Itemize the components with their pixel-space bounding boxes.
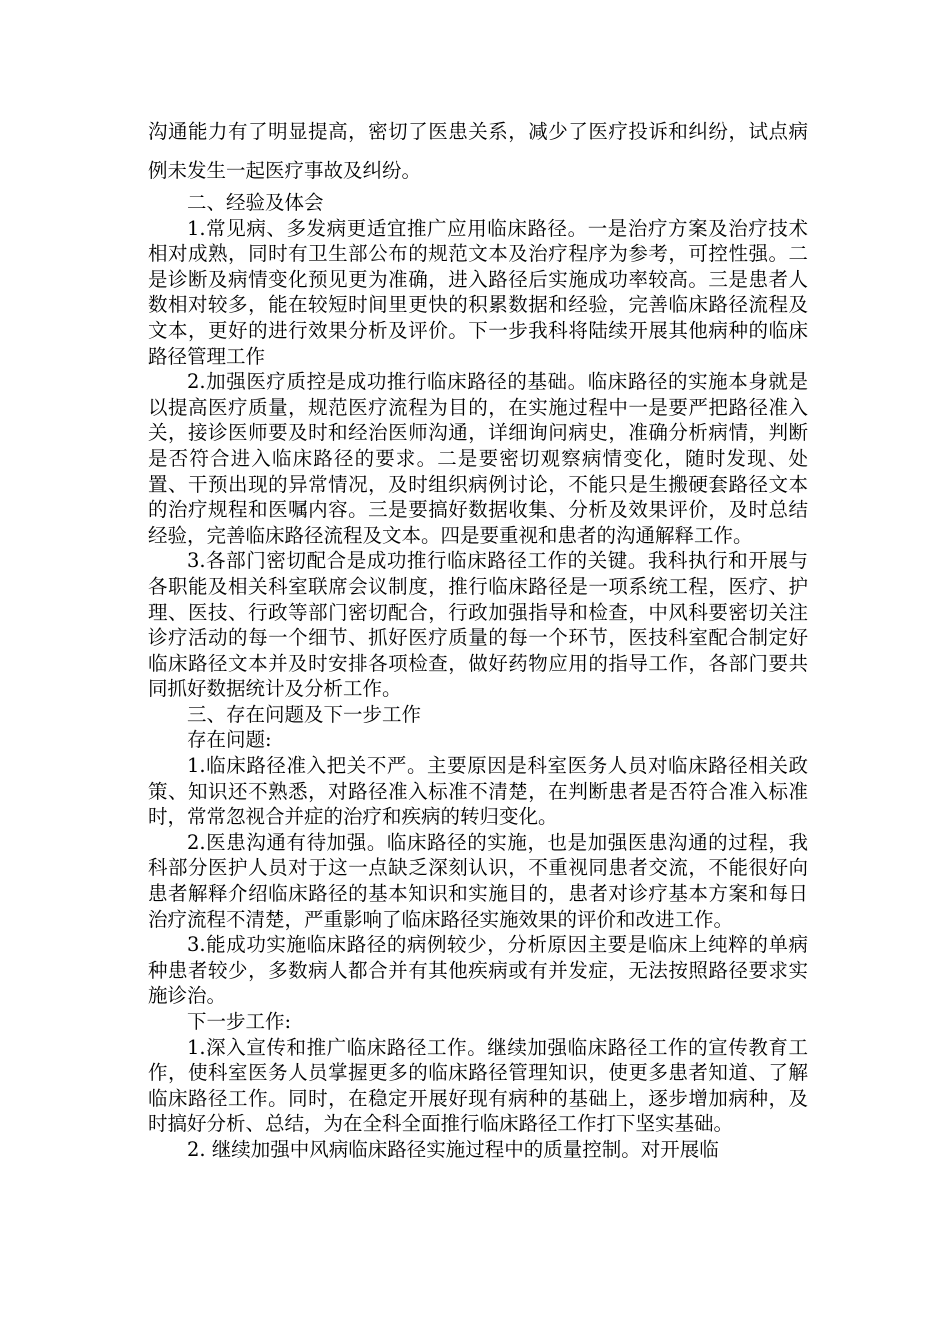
paragraph-next-step-1: 1.深入宣传和推广临床路径工作。继续加强临床路径工作的宣传教育工作，使科室医务人员掌握更多的临床路径管理知识，使更多患者知道、了解临床路径工作。同时，在稳定开展好现有病种的基础上，逐步增加病种，及时搞好分析、总结，为在全科全面推行临床路径工作打下坚实基础。 xyxy=(148,1035,808,1136)
paragraph-next-step-2: 2. 继续加强中风病临床路径实施过程中的质量控制。对开展临 xyxy=(187,1137,719,1161)
paragraph-experience-2: 2.加强医疗质控是成功推行临床路径的基础。临床路径的实施本身就是以提高医疗质量，规范医疗流程为目的，在实施过程中一是要严把路径准入关，接诊医师要及时和经治医师沟通，详细询问病史，准确分析病情，判断是否符合进入临床路径的要求。二是要密切观察病情变化，随时发现、处置、干预出现的异常情况，及时组织病例讨论，不能只是生搬硬套路径文本的治疗规程和医嘱内容。三是要搞好数据收集、分析及效果评价，及时总结经验，完善临床路径流程及文本。四是要重视和患者的沟通解释工作。 xyxy=(148,370,808,547)
section-heading-problems: 三、存在问题及下一步工作 xyxy=(187,702,422,726)
document-body xyxy=(148,112,808,1163)
subheading-problems: 存在问题: xyxy=(187,728,272,752)
paragraph-problem-1: 1.临床路径准入把关不严。主要原因是科室医务人员对临床路径相关政策、知识还不熟悉，对路径准入标准不清楚，在判断患者是否符合准入标准时，常常忽视合并症的治疗和疾病的转归变化。 xyxy=(148,754,808,829)
paragraph-experience-1: 1.常见病、多发病更适宜推广应用临床路径。一是治疗方案及治疗技术相对成熟，同时有卫生部公布的规范文本及治疗程序为参考，可控性强。二是诊断及病情变化预见更为准确，进入路径后实施成功率较高。三是患者人数相对较多，能在较短时间里更快的积累数据和经验，完善临床路径流程及文本，更好的进行效果分析及评价。下一步我科将陆续开展其他病种的临床路径管理工作 xyxy=(148,216,808,368)
paragraph-problem-3: 3.能成功实施临床路径的病例较少，分析原因主要是临床上纯粹的单病种患者较少，多数病人都合并有其他疾病或有并发症，无法按照路径要求实施诊治。 xyxy=(148,933,808,1008)
paragraph-experience-3: 3.各部门密切配合是成功推行临床路径工作的关键。我科执行和开展与各职能及相关科室联席会议制度，推行临床路径是一项系统工程，医疗、护理、医技、行政等部门密切配合，行政加强指导和检查，中风科要密切关注诊疗活动的每一个细节、抓好医疗质量的每一个环节，医技科室配合制定好临床路径文本并及时安排各项检查，做好药物应用的指导工作，各部门要共同抓好数据统计及分析工作。 xyxy=(148,549,808,701)
paragraph-problem-2: 2.医患沟通有待加强。临床路径的实施，也是加强医患沟通的过程，我科部分医护人员对于这一点缺乏深刻认识，不重视同患者交流，不能很好向患者解释介绍临床路径的基本知识和实施目的，患者对诊疗基本方案和每日治疗流程不清楚，严重影响了临床路径实施效果的评价和改进工作。 xyxy=(148,830,808,931)
subheading-next-steps: 下一步工作: xyxy=(187,1010,292,1033)
paragraph-intro-continuation: 沟通能力有了明显提高，密切了医患关系，减少了医疗投诉和纠纷，试点病例未发生一起医疗事故及纠纷。 xyxy=(148,120,808,182)
section-heading-experience: 二、经验及体会 xyxy=(187,191,324,214)
